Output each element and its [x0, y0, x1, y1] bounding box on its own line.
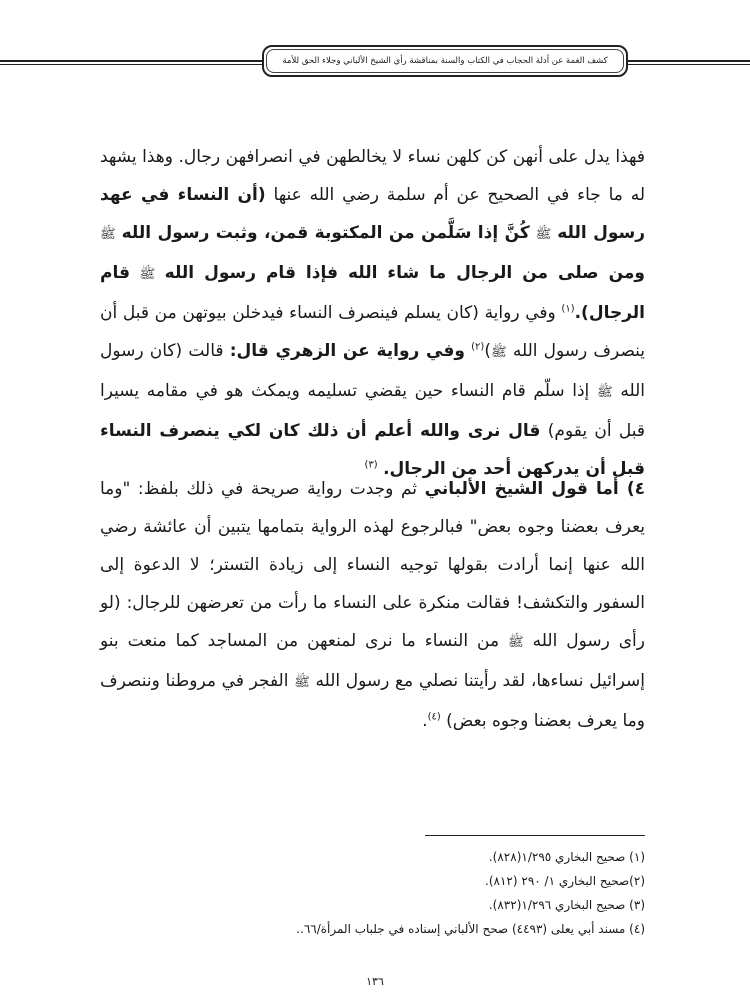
para2-heading: ٤) أما قول الشيخ الألباني	[424, 479, 646, 499]
footnote-2: (٢)صحيح البخاري ١/ ٢٩٠ (٨١٢).	[485, 874, 645, 888]
para2-text-2: من النساء ما نرى لمنعهن من المساجد كما منعت بنو إسرائيل نساءها، لقد رأيتنا نصلي مع رسول الله	[100, 631, 645, 691]
salutation-glyph: ﷺ	[490, 345, 507, 360]
footnote-ref-3[interactable]: (٣)	[364, 459, 378, 471]
footnote-3: (٣) صحيح البخاري ١/٢٩٦(٨٣٢).	[488, 898, 645, 912]
footnote-ref-1[interactable]: (١)	[561, 303, 575, 315]
para1-close-paren: )	[484, 341, 491, 361]
para1-quote-4: قام الرجال).	[100, 263, 645, 323]
page-number: ١٣٦	[366, 975, 384, 988]
para1-text-2: وفي رواية (كان يسلم فينصرف النساء فيدخلن بيوتهن من قبل أن ينصرف رسول الله	[100, 303, 646, 361]
header-rule-right	[628, 60, 750, 62]
para1-bold-conclusion: قال نرى والله أعلم أن ذلك كان لكي ينصرف النساء قبل أن يدركهن أحد من الرجال.	[100, 421, 645, 479]
paragraph-1	[100, 138, 645, 488]
salutation-glyph: ﷺ	[100, 227, 116, 242]
para2-text-3: الفجر في مروطنا وننصرف وما يعرف بعضنا وجوه بعض)	[100, 671, 645, 731]
footnote-separator	[425, 835, 645, 836]
footnotes	[250, 845, 645, 941]
header-rule-left	[0, 60, 262, 62]
footnote-1: (١) صحيح البخاري ١/٢٩٥(٨٢٨).	[488, 850, 645, 864]
para2-end-period: .	[422, 711, 428, 731]
salutation-glyph: ﷺ	[596, 385, 613, 400]
salutation-glyph: ﷺ	[508, 635, 524, 650]
footnote-ref-4[interactable]: (٤)	[427, 711, 441, 723]
para1-text-3: قالت (كان رسول الله	[100, 341, 645, 401]
header-rule-right-thin	[628, 64, 750, 65]
para1-text-4: إذا سلّم قام النساء حين يقضي تسليمه ويمكث هو في مقامه يسيرا قبل أن يقوم)	[100, 381, 646, 441]
para2-text-1: ثم وجدت رواية صريحة في ذلك بلفظ: "وما يعرف بعضنا وجوه بعض" فبالرجوع لهذه الرواية بتمامها يتبين أن عائشة رضي الله عنها إنما أرادت بقولها توجيه النساء إلى زيادة التستر؛ لا الدعوة إلى السفور والتكشف! فقالت منكرة على النساء ما رأت من تعرضهن للرجال: (لو رأى رسول الله	[100, 479, 645, 651]
paragraph-2	[100, 470, 645, 740]
para1-quote-3: ومن صلى من الرجال ما شاء الله فإذا قام رسول الله	[164, 263, 645, 283]
header-title: كشف الغمة عن أدلة الحجاب في الكتاب والسنة بمناقشة رأي الشيخ الألباني وجلاء الحق للأمة	[282, 56, 608, 66]
salutation-glyph: ﷺ	[294, 675, 310, 690]
para1-bold-zuhri: وفي رواية عن الزهري قال:	[229, 341, 465, 361]
header-rule-left-thin	[0, 64, 262, 65]
footnote-ref-2[interactable]: (٢)	[471, 341, 485, 353]
footnote-4: (٤) مسند أبي يعلى (٤٤٩٣) صحح الألباني إسناده في جلباب المرأة/٦٦..	[296, 922, 645, 936]
para1-quote-2: كُنَّ إذا سَلَّمن من المكتوبة قمن، وثبت رسول الله	[121, 223, 530, 243]
para1-text-1: فهذا يدل على أنهن كن كلهن نساء لا يخالطهن في انصرافهن رجال. وهذا يشهد له ما جاء في الصحيح عن أم سلمة رضي الله عنها	[100, 147, 646, 205]
running-header	[262, 45, 628, 77]
salutation-glyph: ﷺ	[139, 267, 156, 282]
para1-quote-1: (أن النساء في عهد رسول الله	[100, 185, 645, 243]
salutation-glyph: ﷺ	[535, 227, 552, 242]
